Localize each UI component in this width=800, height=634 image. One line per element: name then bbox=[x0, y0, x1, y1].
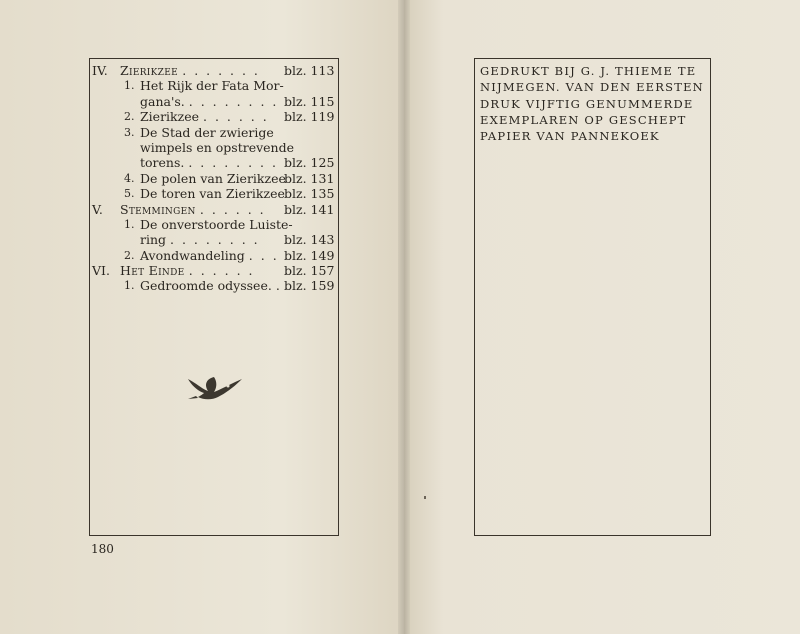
toc-page-ref: blz. 113 bbox=[284, 63, 335, 78]
toc-page-ref: blz. 143 bbox=[284, 232, 335, 248]
toc-entry-title: Zierikzee bbox=[140, 109, 200, 125]
toc-entry-title: Stemmingen bbox=[120, 201, 196, 217]
toc-entry-number: 1. bbox=[124, 217, 135, 231]
toc-entry-line bbox=[90, 202, 338, 217]
colophon-line: EXEMPLAREN OP GESCHEPT bbox=[480, 112, 687, 127]
book-gutter bbox=[398, 0, 410, 634]
toc-entry-title: torens. bbox=[140, 155, 185, 171]
toc-entry-title: ring bbox=[140, 232, 167, 248]
toc-entry-line bbox=[90, 278, 338, 293]
toc-entry-line bbox=[90, 186, 338, 201]
toc-entry-title: Gedroomde odyssee. bbox=[140, 278, 272, 294]
toc-leader-dots: . bbox=[275, 278, 282, 294]
toc-page-ref: blz. 159 bbox=[284, 278, 335, 294]
toc-frame bbox=[89, 58, 339, 536]
toc-page-ref: blz. 149 bbox=[284, 247, 335, 263]
toc-entry-number: 2. bbox=[124, 248, 135, 262]
colophon-frame bbox=[474, 58, 711, 536]
toc-leader-dots: . . . . . . . . bbox=[188, 93, 279, 109]
toc-entry-line bbox=[90, 78, 338, 93]
toc-entry-line bbox=[90, 109, 338, 124]
toc-entry-line bbox=[90, 125, 338, 140]
toc-page-ref: blz. 135 bbox=[284, 186, 335, 202]
right-page bbox=[404, 0, 800, 634]
colophon bbox=[480, 63, 704, 144]
toc-entry-line bbox=[90, 171, 338, 186]
toc-entry-title: wimpels en opstrevende bbox=[140, 139, 295, 155]
toc-leader-dots: . . . . . . bbox=[199, 201, 266, 217]
toc-entry-title: Avondwandeling bbox=[140, 247, 245, 263]
toc-entry-number: 1. bbox=[124, 279, 135, 293]
toc-entry-title: De toren van Zierikzee bbox=[140, 186, 285, 202]
toc-page-ref: blz. 141 bbox=[284, 201, 335, 217]
toc-entry-title: Het Einde bbox=[120, 263, 185, 279]
toc-entry-title: De Stad der zwierige bbox=[140, 124, 274, 140]
toc-entry-title: Het Rijk der Fata Mor- bbox=[140, 78, 284, 94]
toc-leader-dots: . . . . . . . . bbox=[188, 155, 278, 171]
toc-entry-number: 3. bbox=[124, 125, 135, 139]
toc-page-ref: blz. 115 bbox=[284, 93, 335, 109]
toc-entry-line bbox=[90, 217, 338, 232]
toc-page-ref: blz. 131 bbox=[284, 170, 335, 186]
toc-page-ref: blz. 119 bbox=[284, 109, 335, 125]
toc-leader-dots: . . . . . . . . bbox=[170, 232, 260, 248]
toc-entry-title: gana's. bbox=[140, 93, 185, 109]
toc-entry-title: De polen van Zierikzee bbox=[140, 170, 286, 186]
toc-entry-line bbox=[90, 94, 338, 109]
toc-leader-dots: . . . . . . bbox=[188, 263, 255, 279]
toc-entry-title: Zierikzee bbox=[120, 63, 178, 78]
colophon-line: PAPIER VAN PANNEKOEK bbox=[480, 129, 660, 144]
page-number: 180 bbox=[91, 542, 114, 556]
toc-leader-dots: . . . . . . . bbox=[182, 63, 260, 78]
colophon-line: NIJMEGEN. VAN DEN EERSTEN bbox=[480, 80, 704, 95]
toc-entry-title: De onverstoorde Luiste- bbox=[140, 216, 293, 232]
toc-entry-number: 2. bbox=[124, 110, 135, 124]
colophon-line: DRUK VIJFTIG GENUMMERDE bbox=[480, 96, 694, 111]
colophon-line: GEDRUKT BIJ G. J. THIEME TE bbox=[480, 64, 697, 78]
toc-entry-number: 5. bbox=[124, 187, 135, 201]
toc-entry-line bbox=[90, 63, 338, 78]
toc-page-ref: blz. 157 bbox=[284, 263, 335, 279]
toc-entry-number: 1. bbox=[124, 79, 135, 93]
toc-entry-number: IV. bbox=[92, 63, 108, 78]
toc-entry-number: VI. bbox=[92, 263, 110, 279]
toc-entry-number: V. bbox=[92, 201, 103, 217]
toc-entry-number: 4. bbox=[124, 171, 135, 185]
toc-leader-dots: . . . . . . bbox=[203, 109, 269, 125]
toc-leader-dots: . . . bbox=[248, 247, 279, 263]
bird-icon bbox=[184, 371, 246, 403]
toc-entry-line bbox=[90, 140, 338, 155]
toc-page-ref: blz. 125 bbox=[284, 155, 335, 171]
toc-entry-line bbox=[90, 248, 338, 263]
toc-entry-line bbox=[90, 263, 338, 278]
toc-entry-line bbox=[90, 155, 338, 170]
toc-entry-line bbox=[90, 232, 338, 247]
page-mark bbox=[424, 496, 426, 499]
table-of-contents bbox=[90, 63, 338, 294]
